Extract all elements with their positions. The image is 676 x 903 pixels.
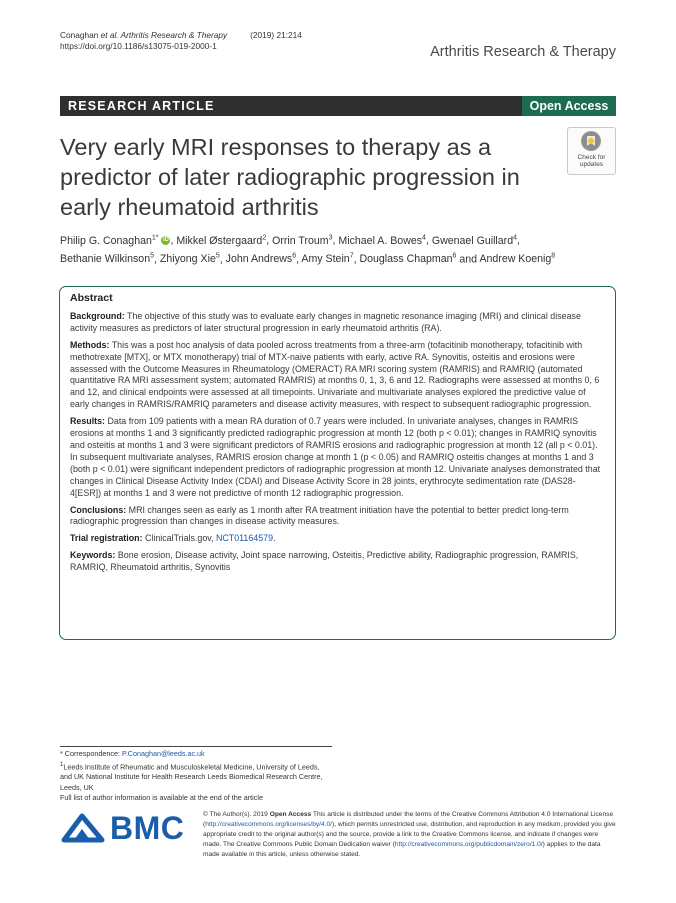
- orcid-icon[interactable]: iD: [162, 237, 169, 244]
- author[interactable]: Andrew Koenig$^8$: [479, 252, 556, 266]
- open-access-badge: Open Access: [522, 96, 616, 116]
- running-header: [60, 30, 302, 52]
- abstract-methods: Methods: This was a post hoc analysis of data pooled across treatments from a three-arm (tofacitinib monotherapy, tofacitinib with methotrexate [MTX], or MTX monotherapy) trial of MTX-naive patients with early, active RA. Synovitis, osteitis and erosions were assessed with the Outcome Measures in Rheumatology (OMERACT) RA MRI scoring system (RAMRIS) and RAMRIQ (automated quantitative RA MRI assessment system; automated RAMRIS) at months 0, 1, 3, 6 and 12. Radiographs were assessed at months 0, 6 and 12, and clinical endpoints were assessed at all timepoints. Univariate and multivariate analyses explored the predictive value of early changes in RAMRIS/RAMRIQ parameters and disease activity measures, with respect to subsequent radiographic progression.: [70, 339, 600, 410]
- author[interactable]: Orrin Troum$^3$: [272, 234, 333, 247]
- author[interactable]: Mikkel Østergaard$^2$: [176, 234, 267, 247]
- affiliation: $^1$Leeds Institute of Rheumatic and Musculoskeletal Medicine, University of Leeds, and UK National Institute for Health Research Leeds Biomedical Research Centre, Leeds, UK: [60, 761, 323, 792]
- citation-line-1: [60, 30, 302, 41]
- authors-conjunction: and: [459, 253, 478, 266]
- check-updates-label: Check for updates: [577, 154, 606, 168]
- abstract-box: [59, 286, 616, 640]
- doi-link[interactable]: https://doi.org/10.1186/s13075-019-2000-1: [60, 41, 217, 51]
- citation-authors: Conaghan: [60, 30, 101, 40]
- author[interactable]: Douglass Chapman$^6$: [359, 252, 457, 266]
- article-title: Very early MRI responses to therapy as a predictor of later radiographic progression in early rheumatoid arthritis: [60, 134, 520, 220]
- check-for-updates-button[interactable]: [567, 127, 616, 175]
- abstract-trial-registration: Trial registration: ClinicalTrials.gov, NCT01164579.: [70, 533, 276, 544]
- author[interactable]: John Andrews$^6$: [225, 252, 297, 266]
- citation-year: (2019) 21:214: [250, 30, 302, 40]
- abstract-background: Background: The objective of this study was to evaluate early changes in magnetic resonance imaging (MRI) and clinical disease activity measures as predictors of later structural progression in early rheumatoid arthritis (RA).: [70, 310, 581, 333]
- license-url-link[interactable]: http://creativecommons.org/licenses/by/4.0/: [205, 821, 333, 828]
- correspondence-email-link[interactable]: P.Conaghan@leeds.ac.uk: [121, 749, 205, 758]
- bmc-logo: [60, 808, 196, 848]
- author[interactable]: Michael A. Bowes$^4$: [338, 234, 426, 247]
- check-updates-icon: [581, 131, 601, 151]
- footnote: [60, 749, 332, 804]
- correspondence: * Correspondence: P.Conaghan@leeds.ac.uk: [60, 749, 205, 758]
- article-type-bar: [60, 96, 616, 116]
- abstract-results: Results: Data from 109 patients with a mean RA duration of 0.7 years were included. In univariate analyses, changes in RAMRIS erosions at months 1 and 3 significantly predicted radiographic progression at month 12 (both p < 0.01); changes in RAMRIQ synovitis and osteitis at months 1 and 3 were significant predictors of RAMRIS erosions and radiographic progression at month 12 (all p < 0.01). In subsequent multivariate analyses, RAMRIS erosion change at month 1 (p < 0.05) and RAMRIQ osteitis changes at months 1 and 3 (both p < 0.01) were significant independent predictors of radiographic progression at month 12. Univariate analyses demonstrated that changes in Clinical Disease Activity Index (CDAI) and Disease Activity Score in 28 joints, erythrocyte sedimentation rate (DAS28-4[ESR]) at months 1 and 3 were not predictive of month 12 radiographic progression.: [70, 416, 601, 498]
- author[interactable]: Amy Stein$^7$: [301, 252, 354, 266]
- public-domain-url-link[interactable]: http://creativecommons.org/publicdomain/zero/1.0/: [394, 841, 543, 848]
- author[interactable]: Bethanie Wilkinson$^5$: [60, 252, 154, 266]
- abstract-heading: Abstract: [70, 292, 113, 304]
- bmc-logo-text: BMC: [110, 810, 185, 846]
- full-author-info-note: Full list of author information is available at the end of the article: [60, 793, 263, 803]
- article-type-label: RESEARCH ARTICLE: [68, 99, 215, 113]
- license-text: © The Author(s). 2019 Open Access This article is distributed under the terms of the Creative Commons Attribution 4.0 International License (http://creativecommons.org/licenses/by/4.0/), which permits unrestricted use, distribution, and reproduction in any medium, provided you give appropriate credit to the original author(s) and the source, provide a link to the Creative Commons license, and indicate if changes were made. The Creative Commons Public Domain Dedication waiver (http://creativecommons.org/publicdomain/zero/1.0/) applies to the data made available in this article, unless otherwise stated.: [203, 811, 616, 858]
- trial-id-link[interactable]: NCT01164579: [215, 533, 274, 544]
- abstract-conclusions: Conclusions: MRI changes seen as early as 1 month after RA treatment initiation have the potential to better predict long-term radiographic progression than changes in disease activity measures.: [70, 504, 569, 527]
- abstract-content: [70, 293, 606, 579]
- author-list: Philip G. Conaghan$^{1*}$ iD , Mikkel Østergaard$^2$, Orrin Troum$^3$, Michael A. Bowes$^4$, Gwenael Guillard$^4$, Bethanie Wilkinson$^5$, Zhiyong Xie$^5$, John Andrews$^6$, Amy Stein$^7$, Douglass Chapman$^6$ and Andrew Koenig$^8$: [60, 234, 556, 266]
- citation-journal: et al. Arthritis Research & Therapy: [100, 30, 228, 40]
- footnote-divider: [60, 746, 332, 747]
- abstract-keywords: Keywords: Bone erosion, Disease activity, Joint space narrowing, Osteitis, Predictive ability, Radiographic progression, RAMRIS, RAMRIQ, Rheumatoid arthritis, Synovitis: [70, 550, 579, 573]
- journal-title: Arthritis Research & Therapy: [430, 44, 616, 60]
- bmc-logo-icon: [60, 810, 106, 846]
- author[interactable]: Gwenael Guillard$^4$: [431, 234, 518, 247]
- author[interactable]: Zhiyong Xie$^5$: [159, 252, 220, 266]
- author[interactable]: Philip G. Conaghan$^{1*}$: [60, 234, 159, 247]
